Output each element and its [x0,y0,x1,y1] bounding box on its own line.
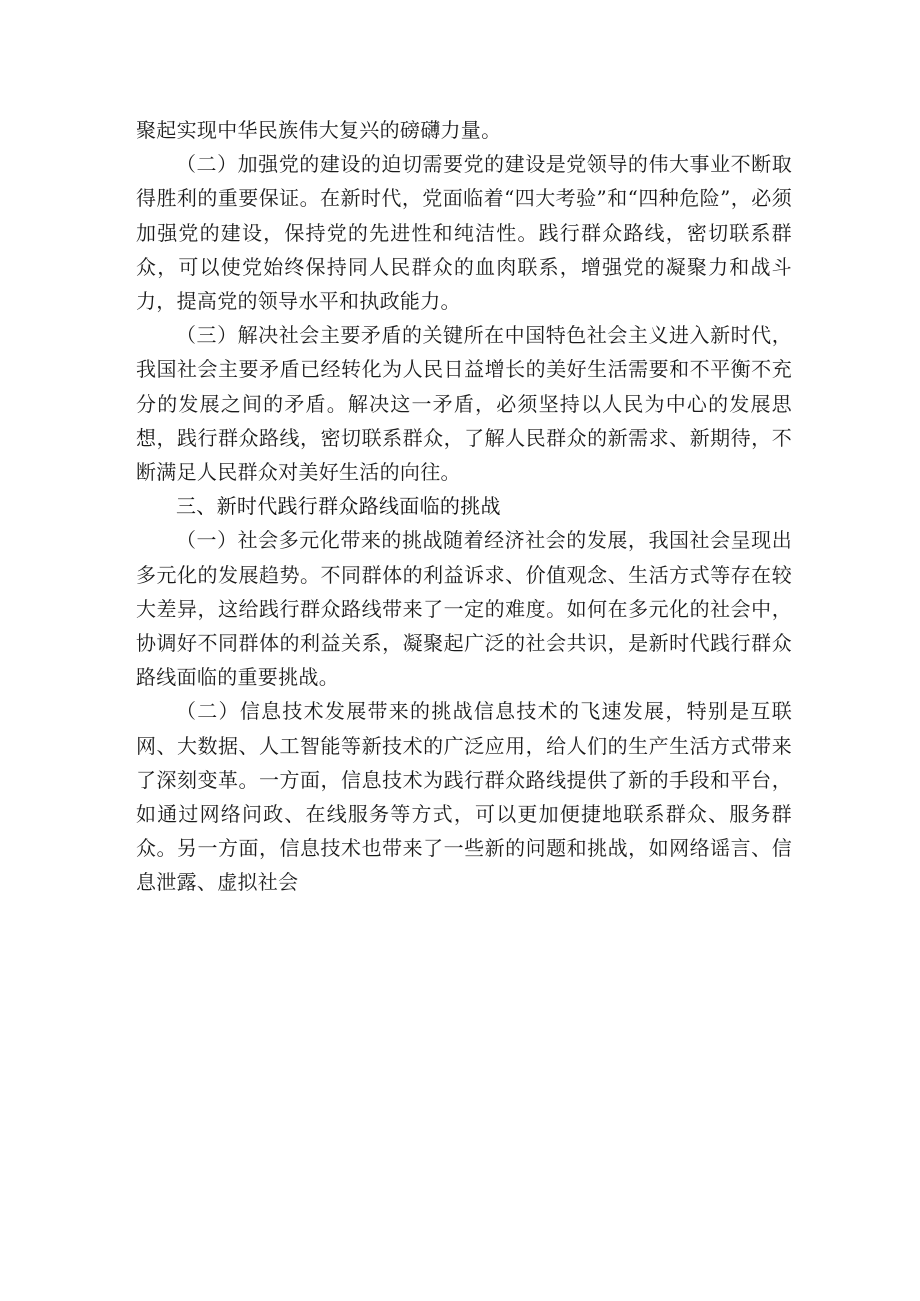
section-heading: 三、新时代践行群众路线面临的挑战 [176,494,501,519]
document-body [136,113,792,900]
paragraph-information-technology: （二）信息技术发展带来的挑战信息技术的飞速发展，特别是互联网、大数据、人工智能等新技术的广泛应用，给人们的生产生活方式带来了深刻变革。一方面，信息技术为践行群众路线提供了新的手段和平台，如通过网络问政、在线服务等方式，可以更加便捷地联系群众、服务群众。另一方面，信息技术也带来了一些新的问题和挑战，如网络谣言、信息泄露、虚拟社会 [136,699,792,895]
paragraph-continuation: 聚起实现中华民族伟大复兴的磅礴力量。 [136,118,502,142]
paragraph-social-diversity: （一）社会多元化带来的挑战随着经济社会的发展，我国社会呈现出多元化的发展趋势。不同群体的利益诉求、价值观念、生活方式等存在较大差异，这给践行群众路线带来了一定的难度。如何在多元化的社会中，协调好不同群体的利益关系，凝聚起广泛的社会共识，是新时代践行群众路线面临的重要挑战。 [136,528,792,690]
paragraph-social-contradiction: （三）解决社会主要矛盾的关键所在中国特色社会主义进入新时代，我国社会主要矛盾已经转化为人民日益增长的美好生活需要和不平衡不充分的发展之间的矛盾。解决这一矛盾，必须坚持以人民为中心的发展思想，践行群众路线，密切联系群众，了解人民群众的新需求、新期待，不断满足人民群众对美好生活的向往。 [136,323,792,485]
paragraph-party-building: （二）加强党的建设的迫切需要党的建设是党领导的伟大事业不断取得胜利的重要保证。在新时代，党面临着“四大考验”和“四种危险”，必须加强党的建设，保持党的先进性和纯洁性。践行群众路线，密切联系群众，可以使党始终保持同人民群众的血肉联系，增强党的凝聚力和战斗力，提高党的领导水平和执政能力。 [136,152,792,314]
